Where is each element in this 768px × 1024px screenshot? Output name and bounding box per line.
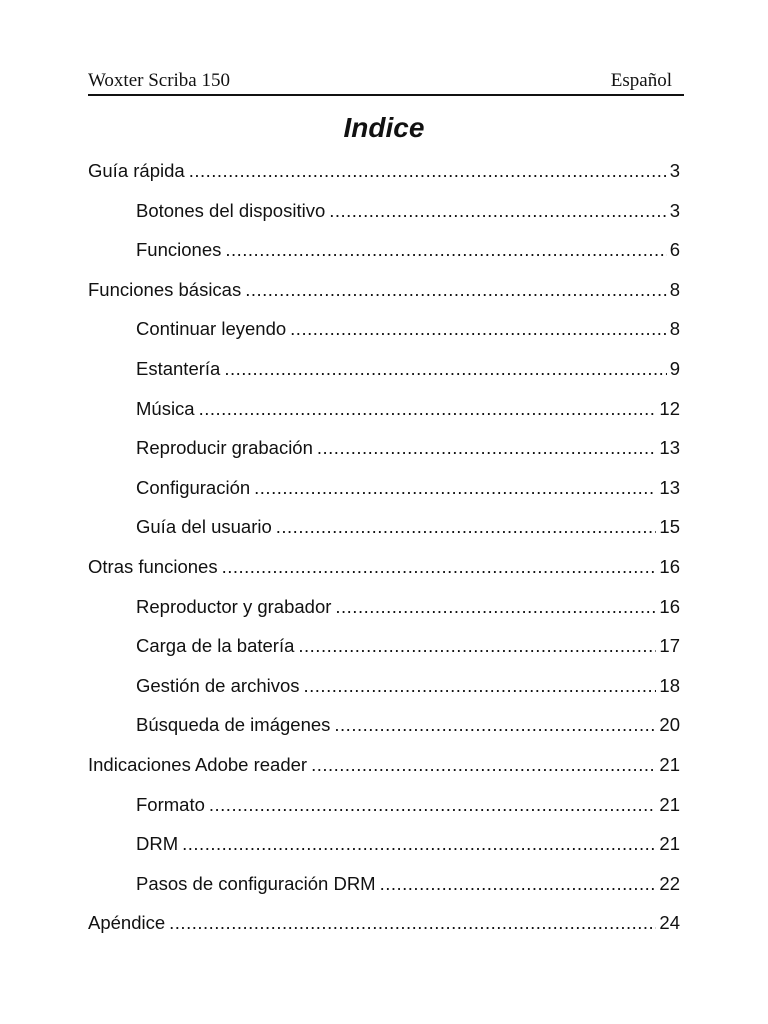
toc-entry-label: Reproductor y grabador	[136, 595, 332, 617]
page-header	[88, 68, 684, 96]
toc-entry-page-number: 17	[659, 635, 680, 657]
toc-entry[interactable]	[88, 394, 680, 434]
toc-entry-page-number: 16	[659, 595, 680, 617]
toc-entry-label: Música	[136, 397, 195, 419]
toc-entry[interactable]	[88, 156, 680, 196]
toc-entry-label: Continuar leyendo	[136, 318, 287, 340]
toc-entry-label: Reproducir grabación	[136, 437, 313, 459]
toc-entry[interactable]	[88, 275, 680, 315]
toc-entry-label: Búsqueda de imágenes	[136, 714, 331, 736]
toc-entry-page-number: 13	[659, 476, 680, 498]
header-product-name: Woxter Scriba 150	[88, 70, 230, 91]
toc-entry-page-number: 16	[659, 555, 680, 577]
toc-dot-leader	[334, 710, 656, 740]
toc-entry-page-number: 8	[669, 278, 680, 300]
toc-entry-label: Otras funciones	[88, 555, 218, 577]
table-of-contents	[88, 156, 680, 948]
toc-dot-leader	[304, 671, 657, 701]
toc-entry-page-number: 3	[669, 160, 680, 181]
toc-dot-leader	[290, 314, 667, 344]
toc-entry-page-number: 20	[659, 714, 680, 736]
toc-dot-leader	[225, 235, 666, 265]
toc-entry-page-number: 3	[669, 199, 680, 221]
toc-entry-label: Estantería	[136, 357, 221, 379]
toc-entry-page-number: 15	[659, 516, 680, 538]
toc-entry-label: Guía del usuario	[136, 516, 272, 538]
toc-dot-leader	[311, 750, 656, 780]
toc-entry[interactable]	[88, 196, 680, 236]
toc-dot-leader	[329, 196, 666, 226]
toc-dot-leader	[276, 512, 657, 542]
toc-entry-page-number: 21	[659, 833, 680, 855]
toc-dot-leader	[169, 908, 656, 938]
toc-entry[interactable]	[88, 671, 680, 711]
toc-entry[interactable]	[88, 512, 680, 552]
toc-entry-page-number: 24	[659, 912, 680, 934]
toc-entry[interactable]	[88, 710, 680, 750]
toc-entry[interactable]	[88, 869, 680, 909]
toc-entry[interactable]	[88, 908, 680, 948]
toc-entry-label: Indicaciones Adobe reader	[88, 753, 308, 775]
toc-dot-leader	[224, 354, 666, 384]
toc-entry-page-number: 9	[669, 357, 680, 379]
header-language: Español	[610, 70, 672, 91]
toc-dot-leader	[199, 394, 657, 424]
toc-entry[interactable]	[88, 790, 680, 830]
toc-dot-leader	[209, 790, 657, 820]
toc-entry-page-number: 18	[659, 674, 680, 696]
toc-dot-leader	[189, 156, 667, 186]
toc-dot-leader	[182, 829, 656, 859]
toc-entry-label: Pasos de configuración DRM	[136, 872, 376, 894]
toc-dot-leader	[317, 433, 657, 463]
toc-dot-leader	[222, 552, 657, 582]
toc-entry[interactable]	[88, 552, 680, 592]
toc-entry[interactable]	[88, 433, 680, 473]
toc-entry[interactable]	[88, 750, 680, 790]
toc-entry-page-number: 12	[659, 397, 680, 419]
toc-entry-page-number: 21	[659, 793, 680, 815]
toc-dot-leader	[380, 869, 657, 899]
toc-entry-label: DRM	[136, 833, 179, 855]
toc-entry-page-number: 21	[659, 753, 680, 775]
toc-entry-label: Configuración	[136, 476, 251, 498]
toc-entry[interactable]	[88, 314, 680, 354]
toc-entry-page-number: 8	[669, 318, 680, 340]
toc-entry-label: Gestión de archivos	[136, 674, 300, 696]
toc-entry-page-number: 22	[659, 872, 680, 894]
toc-entry-page-number: 13	[659, 437, 680, 459]
page-title: Indice	[343, 112, 425, 143]
toc-entry-label: Guía rápida	[88, 160, 185, 181]
toc-dot-leader	[335, 592, 656, 622]
toc-dot-leader	[245, 275, 666, 305]
toc-dot-leader	[254, 473, 656, 503]
toc-entry-label: Funciones básicas	[88, 278, 242, 300]
toc-entry[interactable]	[88, 829, 680, 869]
toc-entry-label: Funciones	[136, 239, 222, 261]
toc-entry-label: Formato	[136, 793, 205, 815]
toc-entry[interactable]	[88, 473, 680, 513]
toc-entry[interactable]	[88, 631, 680, 671]
toc-entry-label: Carga de la batería	[136, 635, 295, 657]
toc-entry-label: Botones del dispositivo	[136, 199, 326, 221]
toc-entry-page-number: 6	[669, 239, 680, 261]
toc-entry-label: Apéndice	[88, 912, 166, 934]
toc-dot-leader	[298, 631, 656, 661]
toc-entry[interactable]	[88, 354, 680, 394]
toc-entry[interactable]	[88, 592, 680, 632]
toc-entry[interactable]	[88, 235, 680, 275]
